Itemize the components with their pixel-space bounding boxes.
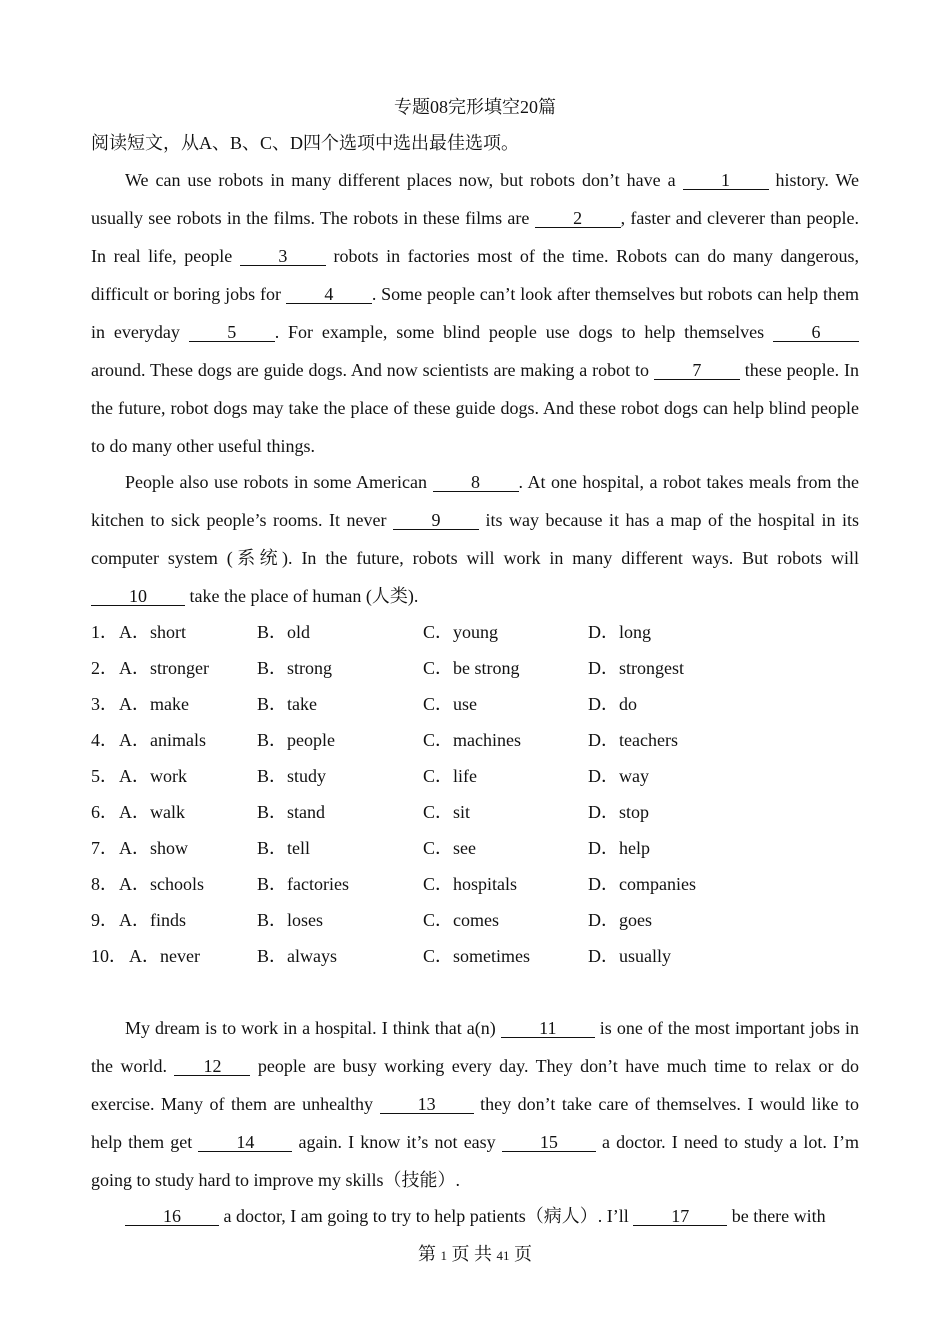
option-d: D．long xyxy=(588,622,651,642)
option-b: B．stand xyxy=(257,802,326,822)
option-d: D．goes xyxy=(588,910,652,930)
blank-17: 17 xyxy=(633,1207,727,1226)
question-row: 10． A．never B．always C．sometimes D．usually xyxy=(91,938,859,974)
blank-8: 8 xyxy=(433,473,519,492)
question-row: 8． A．schools B．factories C．hospitals D．companies xyxy=(91,866,859,902)
option-c: C．machines xyxy=(423,730,521,750)
blank-1: 1 xyxy=(683,171,769,190)
passage2-paragraph1: My dream is to work in a hospital. I think that a(n) 11 is one of the most important jobs in the world. 12 people are busy working every day. They don’t have much time to relax or do exercise. Many of them are unhealthy 13 they don’t take care of themselves. I would like to help them get 14 again. I know it’s not easy 15 a doctor. I need to study a lot. I’m going to study hard to improve my skills（技能）. xyxy=(91,1018,860,1190)
option-c: C．young xyxy=(423,622,499,642)
question-row: 3． A．make B．take C．use D．do xyxy=(91,686,859,722)
option-a: A．never xyxy=(129,946,200,966)
option-d: D．way xyxy=(588,766,649,786)
option-c: C．sit xyxy=(423,802,471,822)
question-row: 9． A．finds B．loses C．comes D．goes xyxy=(91,902,859,938)
option-b: B．always xyxy=(257,946,337,966)
question-row: 1． A．short B．old C．young D．long xyxy=(91,614,859,650)
passage1-paragraph1: We can use robots in many different places now, but robots don’t have a 1 history. We usually see robots in the films. The robots in these films are 2 , faster and cleverer than people. In real life, people 3 robots in factories most of the time. Robots can do many dangerous, difficult or boring jobs for 4 . Some people can’t look after themselves but robots can help them in everyday 5 . For example, some blind people use dogs to help themselves 6 around. These dogs are guide dogs. And now scientists are making a robot to 7 these people. In the future, robot dogs may take the place of these guide dogs. And these robot dogs can help blind people to do many other useful things. xyxy=(91,170,860,456)
option-b: B．factories xyxy=(257,874,349,894)
question-row: 6． A．walk B．stand C．sit D．stop xyxy=(91,794,859,830)
blank-10: 10 xyxy=(91,587,185,606)
option-b: B．study xyxy=(257,766,327,786)
option-b: B．old xyxy=(257,622,311,642)
blank-4: 4 xyxy=(286,285,372,304)
option-a: A．short xyxy=(119,622,186,642)
option-d: D．do xyxy=(588,694,637,714)
option-c: C．hospitals xyxy=(423,874,518,894)
instruction: 阅读短文，从A、B、C、D四个选项中选出最佳选项。 xyxy=(91,133,520,153)
blank-7: 7 xyxy=(654,361,740,380)
question-row: 5． A．work B．study C．life D．way xyxy=(91,758,859,794)
question-row: 7． A．show B．tell C．see D．help xyxy=(91,830,859,866)
question-row: 4． A．animals B．people C．machines D．teachers xyxy=(91,722,859,758)
page-title: 专题08完形填空20篇 xyxy=(394,97,556,117)
blank-2: 2 xyxy=(535,209,621,228)
option-d: D．usually xyxy=(588,946,671,966)
page-number: 1 xyxy=(440,1248,447,1263)
passage2-paragraph2: 16 a doctor, I am going to try to help patients（病人）. I’ll 17 be there with xyxy=(91,1197,859,1235)
blank-16: 16 xyxy=(125,1207,219,1226)
option-b: B．take xyxy=(257,694,317,714)
option-b: B．strong xyxy=(257,658,333,678)
option-a: A．animals xyxy=(119,730,206,750)
option-c: C．sometimes xyxy=(423,946,530,966)
blank-6: 6 xyxy=(773,323,859,342)
total-pages: 41 xyxy=(496,1248,510,1263)
option-a: A．schools xyxy=(119,874,204,894)
option-b: B．loses xyxy=(257,910,324,930)
option-d: D．companies xyxy=(588,874,696,894)
option-c: C．see xyxy=(423,838,476,858)
option-c: C．comes xyxy=(423,910,499,930)
option-a: A．show xyxy=(119,838,189,858)
page-footer: 第 1 页 共 41 页 xyxy=(418,1244,532,1264)
option-d: D．teachers xyxy=(588,730,678,750)
blank-3: 3 xyxy=(240,247,326,266)
question-options xyxy=(91,614,859,974)
option-b: B．tell xyxy=(257,838,310,858)
blank-15: 15 xyxy=(502,1133,596,1152)
blank-5: 5 xyxy=(189,323,275,342)
option-b: B．people xyxy=(257,730,335,750)
passage1-paragraph2: People also use robots in some American 8 . At one hospital, a robot takes meals from the kitchen to sick people’s rooms. It never 9 its way because it has a map of the hospital in its computer system (系统). In the future, robots will work in many different ways. But robots will 10 take the place of human (人类). xyxy=(91,472,859,606)
option-d: D．stop xyxy=(588,802,650,822)
option-d: D．strongest xyxy=(588,658,684,678)
blank-13: 13 xyxy=(380,1095,474,1114)
blank-14: 14 xyxy=(198,1133,292,1152)
option-a: A．work xyxy=(119,766,187,786)
option-c: C．life xyxy=(423,766,477,786)
option-c: C．be strong xyxy=(423,658,520,678)
option-a: A．walk xyxy=(119,802,185,822)
option-a: A．stronger xyxy=(119,658,209,678)
option-a: A．finds xyxy=(119,910,186,930)
option-a: A．make xyxy=(119,694,189,714)
option-d: D．help xyxy=(588,838,650,858)
option-c: C．use xyxy=(423,694,477,714)
question-row: 2． A．stronger B．strong C．be strong D．strongest xyxy=(91,650,859,686)
blank-9: 9 xyxy=(393,511,479,530)
blank-11: 11 xyxy=(501,1019,595,1038)
blank-12: 12 xyxy=(174,1057,250,1076)
